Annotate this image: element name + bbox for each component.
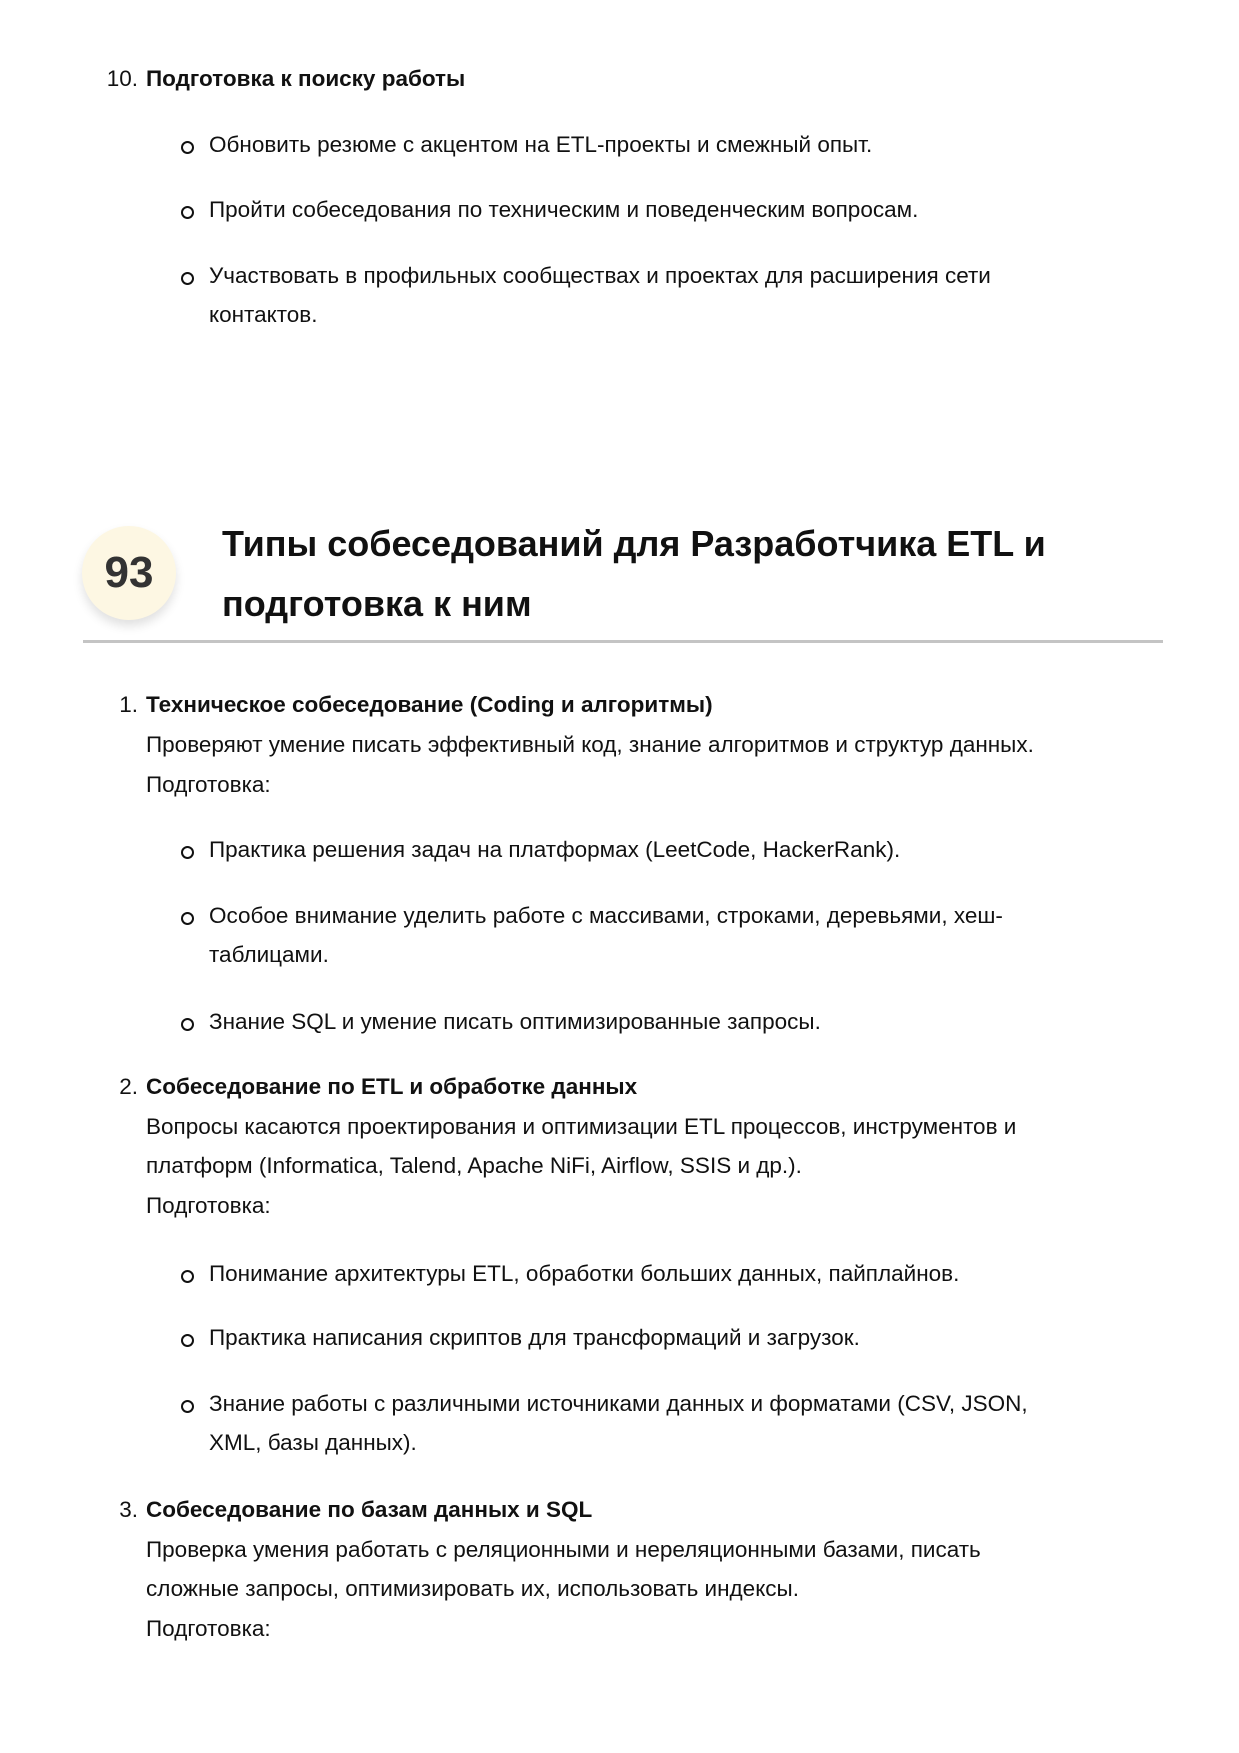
bullet-icon — [181, 206, 194, 219]
section-divider — [83, 640, 1163, 643]
section-title-line2: подготовка к ним — [222, 583, 532, 624]
bullet-icon — [181, 272, 194, 285]
bullet-icon — [181, 912, 194, 925]
bullet-text: Понимание архитектуры ETL, обработки больших данных, пайплайнов. — [209, 1261, 960, 1286]
bullet-icon — [181, 1270, 194, 1283]
bullet-text: таблицами. — [209, 942, 329, 967]
item-number: 10. — [106, 66, 138, 91]
bullet-text: Обновить резюме с акцентом на ETL-проекты и смежный опыт. — [209, 132, 873, 157]
bullet-text: XML, базы данных). — [209, 1430, 417, 1455]
item-number: 3. — [119, 1497, 138, 1522]
bullet-text: Пройти собеседования по техническим и поведенческим вопросам. — [209, 197, 919, 222]
item-desc: платформ (Informatica, Talend, Apache NiFi, Airflow, SSIS и др.). — [146, 1153, 802, 1178]
item-desc: Подготовка: — [146, 1616, 271, 1641]
item-desc: Вопросы касаются проектирования и оптимизации ETL процессов, инструментов и — [146, 1114, 1017, 1139]
bullet-text: Знание SQL и умение писать оптимизированные запросы. — [209, 1009, 821, 1034]
bullet-icon — [181, 1400, 194, 1413]
bullet-text: Участвовать в профильных сообществах и проектах для расширения сети — [209, 263, 991, 288]
item-title: Собеседование по ETL и обработке данных — [146, 1074, 638, 1099]
item-desc: сложные запросы, оптимизировать их, использовать индексы. — [146, 1576, 799, 1601]
item-title: Подготовка к поиску работы — [146, 66, 466, 91]
section-number-badge: 93 — [82, 526, 176, 620]
bullet-text: Знание работы с различными источниками данных и форматами (CSV, JSON, — [209, 1391, 1028, 1416]
item-desc: Подготовка: — [146, 1193, 271, 1218]
item-title: Техническое собеседование (Coding и алгоритмы) — [146, 692, 713, 717]
bullet-icon — [181, 141, 194, 154]
bullet-icon — [181, 1334, 194, 1347]
bullet-text: Практика решения задач на платформах (LeetCode, HackerRank). — [209, 837, 901, 862]
item-number: 2. — [119, 1074, 138, 1099]
bullet-text: Практика написания скриптов для трансформаций и загрузок. — [209, 1325, 860, 1350]
section-title: Типы собеседований для Разработчика ETL и — [222, 523, 1046, 564]
bullet-text: Особое внимание уделить работе с массивами, строками, деревьями, хеш- — [209, 903, 1003, 928]
item-number: 1. — [119, 692, 138, 717]
item-desc: Проверяют умение писать эффективный код, знание алгоритмов и структур данных. — [146, 732, 1034, 757]
item-desc: Подготовка: — [146, 772, 271, 797]
bullet-icon — [181, 1018, 194, 1031]
bullet-text: контактов. — [209, 302, 318, 327]
item-desc: Проверка умения работать с реляционными и нереляционными базами, писать — [146, 1537, 981, 1562]
item-title: Собеседование по базам данных и SQL — [146, 1497, 593, 1522]
bullet-icon — [181, 846, 194, 859]
